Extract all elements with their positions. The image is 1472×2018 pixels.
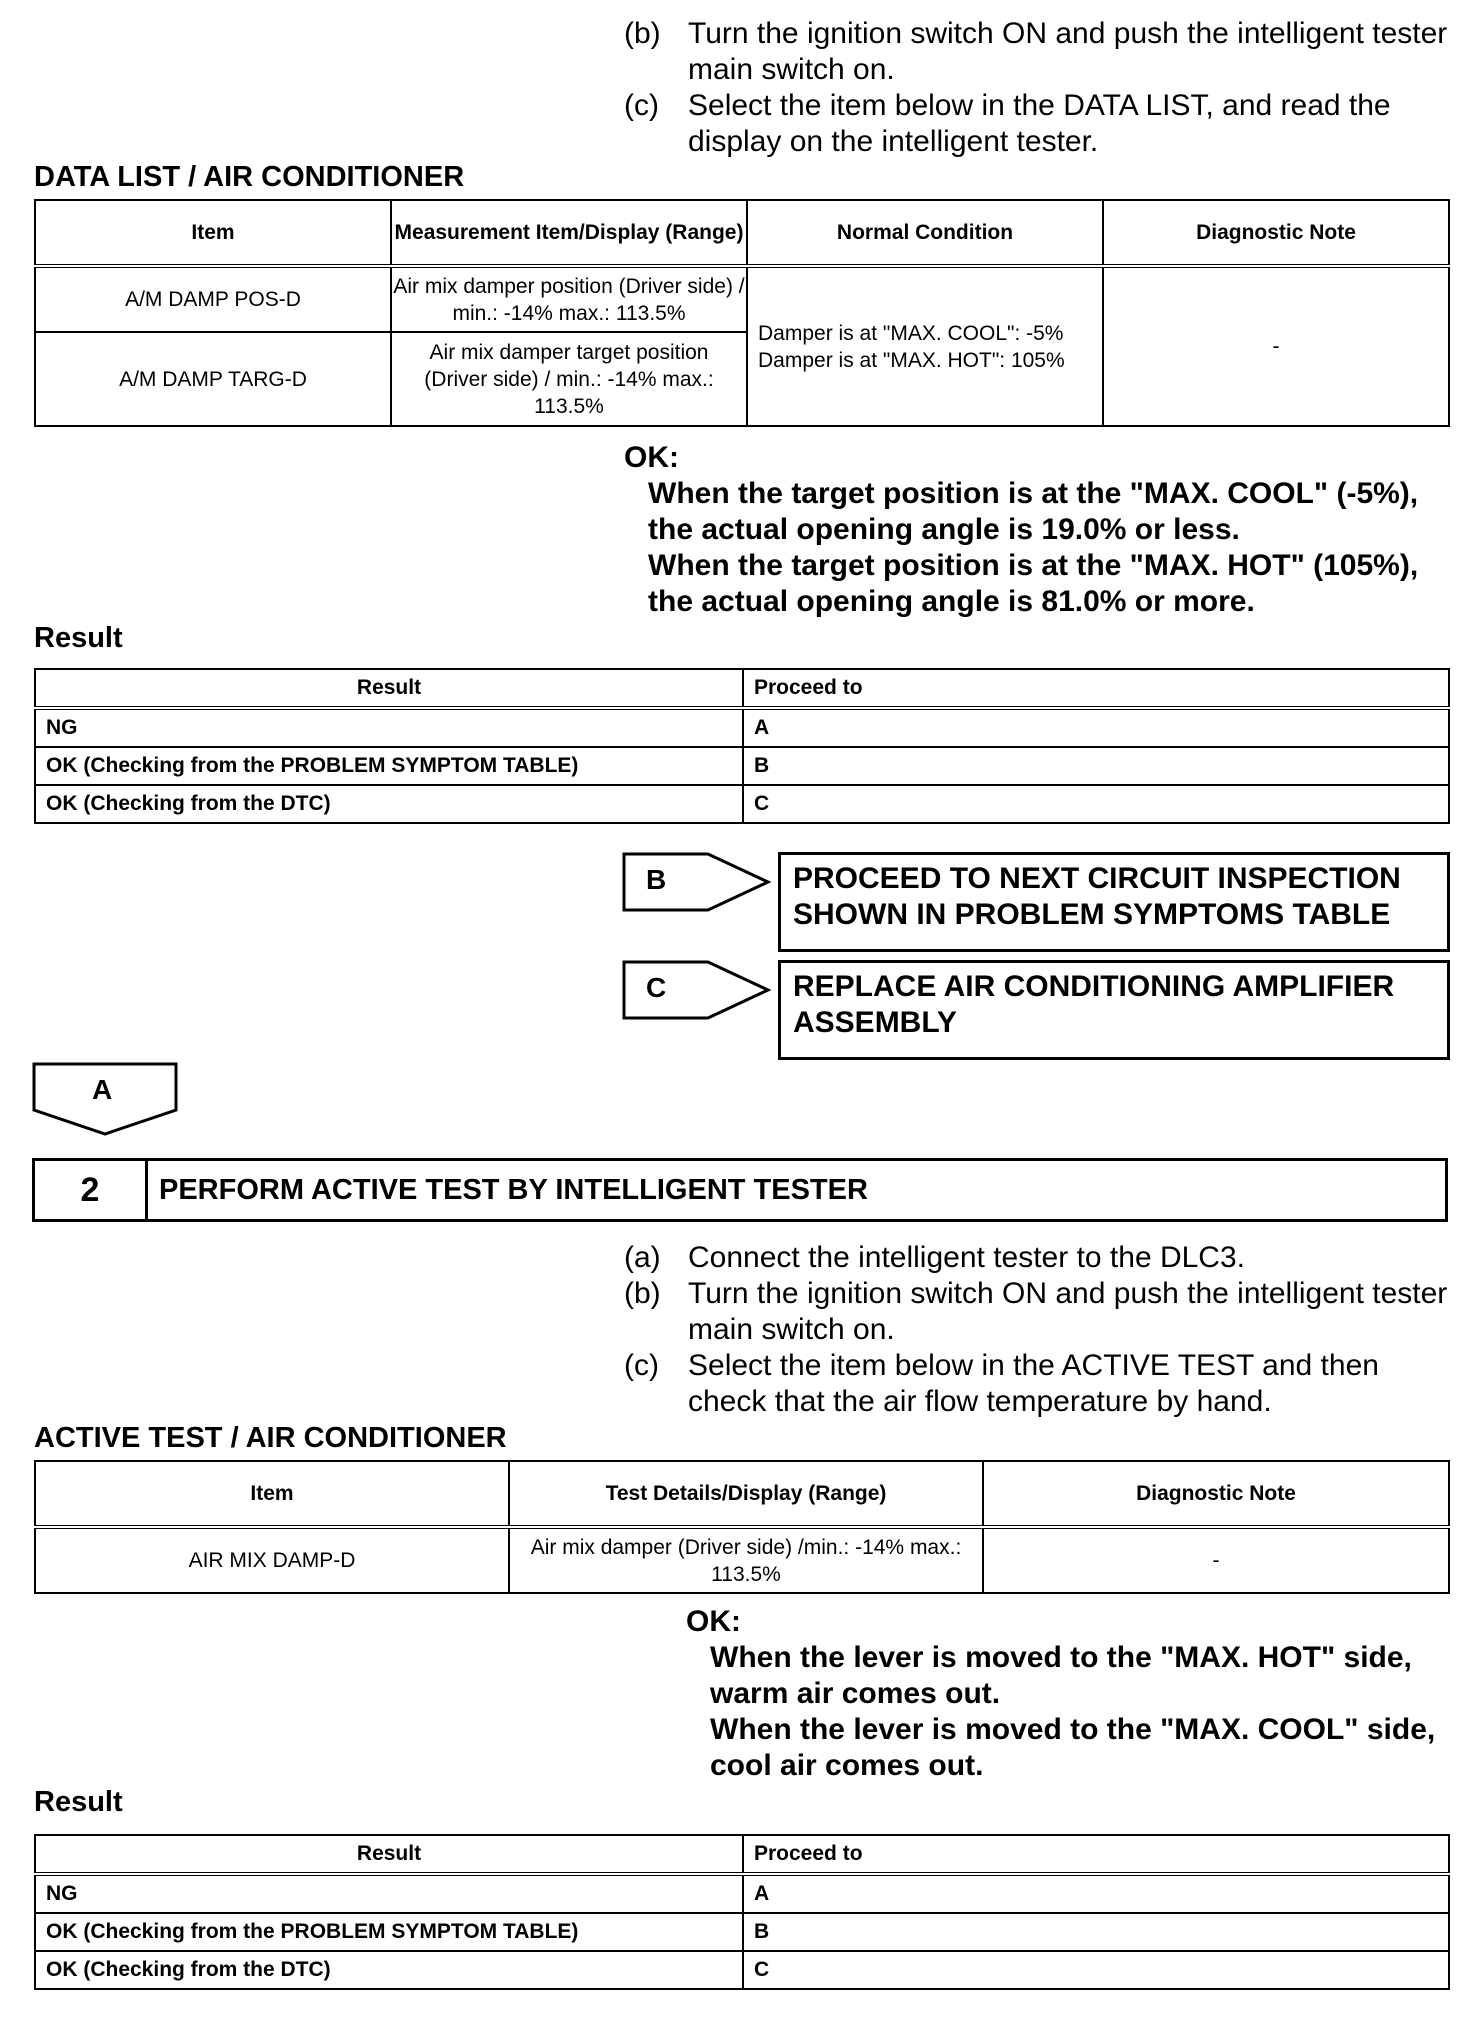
header-diagnostic-note: Diagnostic Note	[1103, 200, 1449, 266]
ok-title: OK:	[624, 441, 679, 474]
result-cell: NG	[35, 708, 743, 747]
branch-b-arrow	[622, 852, 772, 912]
proceed-cell: C	[743, 785, 1449, 823]
step-2-header	[32, 1158, 1448, 1222]
step-text: Turn the ignition switch ON and push the intelligent tester main switch on.	[688, 1277, 1448, 1346]
step-text: Connect the intelligent tester to the DLC3.	[688, 1241, 1245, 1274]
branch-line: PROCEED TO NEXT CIRCUIT INSPECTION	[793, 862, 1401, 895]
table-row	[35, 1951, 1449, 1989]
normal-condition-line: Damper is at "MAX. HOT": 105%	[758, 348, 1065, 372]
result-cell: NG	[35, 1874, 743, 1913]
header-normal-condition: Normal Condition	[747, 200, 1103, 266]
proceed-cell: A	[743, 1874, 1449, 1913]
step-b	[624, 16, 1454, 86]
measurement-cell: Air mix damper position (Driver side) / min.: -14% max.: 113.5%	[391, 266, 747, 332]
normal-condition-line: Damper is at "MAX. COOL": -5%	[758, 321, 1064, 345]
step-text: Turn the ignition switch ON and push the intelligent tester main switch on.	[688, 17, 1448, 86]
header-item: Item	[35, 1461, 509, 1527]
step-c	[624, 1348, 1454, 1420]
item-cell: A/M DAMP POS-D	[35, 266, 391, 332]
ok-line: When the lever is moved to the "MAX. HOT" side,	[710, 1641, 1412, 1674]
ok-line: the actual opening angle is 81.0% or more.	[648, 585, 1255, 618]
proceed-cell: A	[743, 708, 1449, 747]
step-number: 2	[35, 1161, 148, 1219]
measurement-cell: Air mix damper target position (Driver side) / min.: -14% max.: 113.5%	[391, 332, 747, 426]
result-table	[34, 668, 1450, 824]
header-item: Item	[35, 200, 391, 266]
step-title: PERFORM ACTIVE TEST BY INTELLIGENT TESTER	[159, 1174, 868, 1206]
table-header-row	[35, 669, 1449, 708]
active-test-heading: ACTIVE TEST / AIR CONDITIONER	[34, 1422, 507, 1454]
branch-line: SHOWN IN PROBLEM SYMPTOMS TABLE	[793, 898, 1391, 931]
branch-c-action-box	[778, 960, 1450, 1060]
step-label: (a)	[624, 1241, 661, 1274]
table-row	[35, 1913, 1449, 1951]
diagnostic-note-cell: -	[1103, 266, 1449, 426]
result-cell: OK (Checking from the DTC)	[35, 1951, 743, 1989]
ok-line: When the target position is at the "MAX. HOT" (105%),	[648, 549, 1419, 582]
item-cell: AIR MIX DAMP-D	[35, 1527, 509, 1593]
ok-line: the actual opening angle is 19.0% or less.	[648, 513, 1240, 546]
table-header-row	[35, 1461, 1449, 1527]
ok-line: When the lever is moved to the "MAX. COOL" side,	[710, 1713, 1436, 1746]
header-proceed: Proceed to	[743, 669, 1449, 708]
ok-line: warm air comes out.	[710, 1677, 1001, 1710]
step-a	[624, 1240, 1454, 1276]
branch-c-arrow	[622, 960, 772, 1020]
step-text: Select the item below in the ACTIVE TEST and then check that the air flow temperature by hand.	[688, 1349, 1379, 1418]
table-row	[35, 747, 1449, 785]
proceed-cell: B	[743, 747, 1449, 785]
header-proceed: Proceed to	[743, 1835, 1449, 1874]
result-cell: OK (Checking from the PROBLEM SYMPTOM TABLE)	[35, 1913, 743, 1951]
table-row	[35, 1527, 1449, 1593]
table-row	[35, 266, 1449, 332]
step-text: Select the item below in the DATA LIST, and read the display on the intelligent tester.	[688, 89, 1391, 158]
step-label: (c)	[624, 1349, 659, 1382]
ok-criteria	[686, 1604, 1456, 1784]
branch-a-tag: A	[92, 1074, 113, 1105]
data-list-table	[34, 199, 1450, 427]
table-row	[35, 708, 1449, 747]
proceed-cell: B	[743, 1913, 1449, 1951]
proceed-cell: C	[743, 1951, 1449, 1989]
item-cell: A/M DAMP TARG-D	[35, 332, 391, 426]
header-measurement: Measurement Item/Display (Range)	[391, 200, 747, 266]
header-diagnostic-note: Diagnostic Note	[983, 1461, 1449, 1527]
ok-title: OK:	[686, 1605, 741, 1638]
table-header-row	[35, 200, 1449, 266]
step-label: (c)	[624, 89, 659, 122]
branch-line: ASSEMBLY	[793, 1006, 957, 1039]
header-test-details: Test Details/Display (Range)	[509, 1461, 983, 1527]
branch-b-action-box	[778, 852, 1450, 952]
table-row	[35, 785, 1449, 823]
step-c	[624, 88, 1454, 160]
result-cell: OK (Checking from the DTC)	[35, 785, 743, 823]
branch-line: REPLACE AIR CONDITIONING AMPLIFIER	[793, 970, 1395, 1003]
table-header-row	[35, 1835, 1449, 1874]
header-result: Result	[35, 669, 743, 708]
data-list-heading: DATA LIST / AIR CONDITIONER	[34, 161, 465, 193]
branch-b-tag: B	[646, 864, 667, 895]
active-test-table	[34, 1460, 1450, 1594]
step-label: (b)	[624, 17, 661, 50]
header-result: Result	[35, 1835, 743, 1874]
ok-criteria	[624, 440, 1444, 620]
result-table	[34, 1834, 1450, 1990]
ok-line: cool air comes out.	[710, 1749, 984, 1782]
ok-line: When the target position is at the "MAX. COOL" (-5%),	[648, 477, 1419, 510]
step-label: (b)	[624, 1277, 661, 1310]
result-cell: OK (Checking from the PROBLEM SYMPTOM TABLE)	[35, 747, 743, 785]
test-details-cell: Air mix damper (Driver side) /min.: -14% max.: 113.5%	[509, 1527, 983, 1593]
result-heading: Result	[34, 622, 123, 654]
normal-condition-cell	[747, 266, 1103, 426]
step-b	[624, 1276, 1454, 1348]
result-heading: Result	[34, 1786, 123, 1818]
table-row	[35, 1874, 1449, 1913]
diagnostic-note-cell: -	[983, 1527, 1449, 1593]
branch-c-tag: C	[646, 972, 667, 1003]
